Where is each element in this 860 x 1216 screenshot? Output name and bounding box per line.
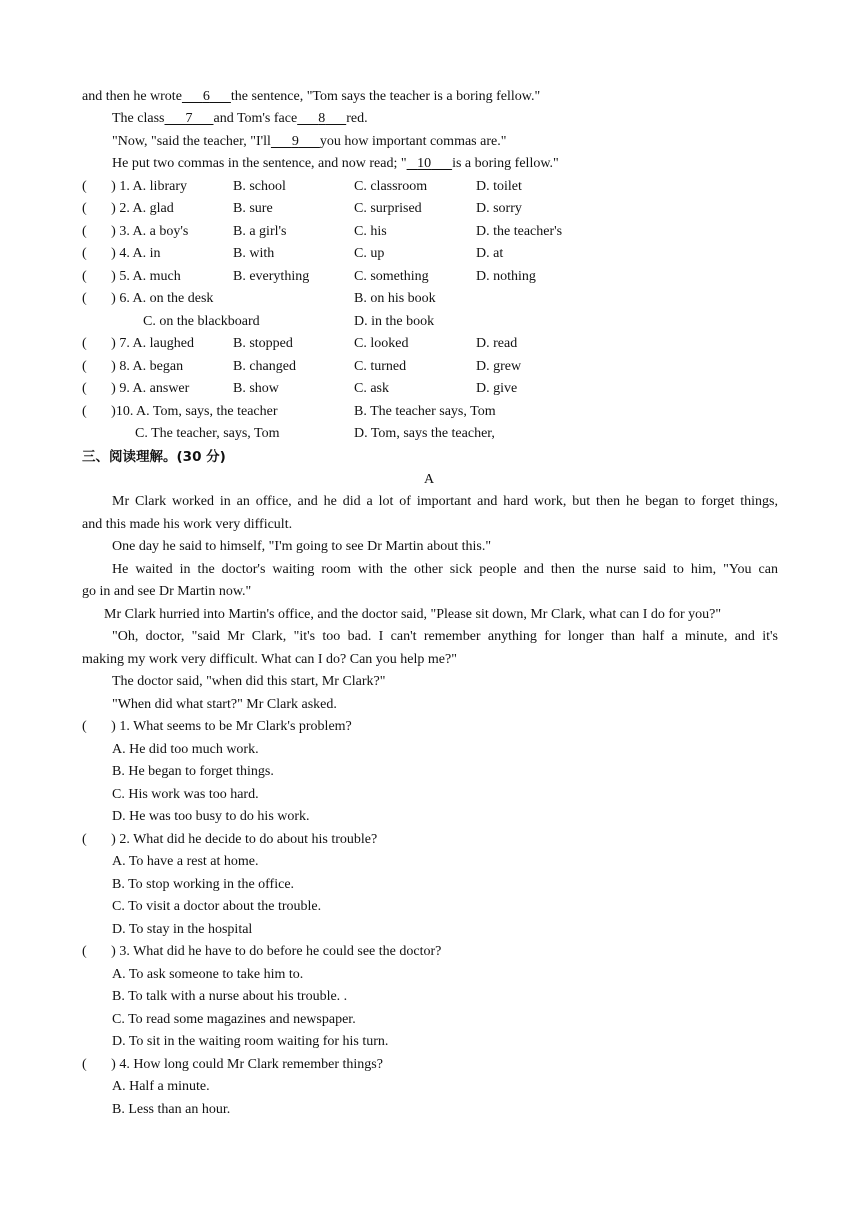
reading-question-1: ( ) 1. What seems to be Mr Clark's problem?	[82, 719, 352, 734]
question-number: ( )10. A. Tom, says, the teacher	[82, 404, 278, 419]
cloze-line-2	[112, 108, 368, 130]
cloze-line-4	[112, 153, 559, 175]
option-c: C. classroom	[354, 179, 428, 194]
answer-option: D. He was too busy to do his work.	[112, 809, 310, 824]
option-c: C. something	[354, 269, 429, 284]
option-b: B. stopped	[233, 336, 293, 351]
reading-question-3: ( ) 3. What did he have to do before he could see the doctor?	[82, 944, 442, 959]
option-d: D. read	[476, 336, 518, 351]
answer-option: A. To have a rest at home.	[112, 854, 259, 869]
passage-line: One day he said to himself, "I'm going to see Dr Martin about this."	[112, 539, 492, 554]
question-number: ( ) 8. A. began	[82, 359, 184, 374]
option-c: C. surprised	[354, 201, 422, 216]
passage-line: go in and see Dr Martin now."	[82, 584, 252, 599]
cloze-question-10	[82, 401, 782, 423]
option-c: C. ask	[354, 381, 389, 396]
option-b: B. show	[233, 381, 279, 396]
cloze-question-5	[82, 266, 782, 288]
passage-line: Mr Clark hurried into Martin's office, and the doctor said, "Please sit down, Mr Clark, what can I do for you?"	[104, 607, 722, 622]
question-number: ( ) 5. A. much	[82, 269, 181, 284]
cloze-text: red.	[346, 111, 368, 126]
option-c: C. looked	[354, 336, 409, 351]
passage-line: Mr Clark worked in an office, and he did a lot of important and hard work, but then he began to forget things,	[112, 494, 778, 509]
answer-option: B. To talk with a nurse about his trouble. .	[112, 989, 348, 1004]
question-number: ( ) 3. A. a boy's	[82, 224, 189, 239]
cloze-line-1	[82, 86, 540, 108]
cloze-question-6-cont	[82, 311, 782, 333]
option-b: B. sure	[233, 201, 273, 216]
option-c: C. turned	[354, 359, 407, 374]
option-b: B. school	[233, 179, 286, 194]
answer-option: B. Less than an hour.	[112, 1102, 231, 1117]
passage-line: making my work very difficult. What can I do? Can you help me?"	[82, 652, 457, 667]
reading-question-4: ( ) 4. How long could Mr Clark remember things?	[82, 1057, 383, 1072]
blank-7: 7	[185, 111, 193, 126]
passage-line: "Oh, doctor, "said Mr Clark, "it's too bad. I can't remember anything for longer than half a minute, and it's	[112, 629, 778, 644]
option-b: B. with	[233, 246, 275, 261]
answer-option: A. He did too much work.	[112, 742, 259, 757]
option-d: D. the teacher's	[476, 224, 563, 239]
cloze-text: The class	[112, 111, 165, 126]
question-number: ( ) 9. A. answer	[82, 381, 190, 396]
answer-option: A. Half a minute.	[112, 1079, 210, 1094]
answer-option: D. To sit in the waiting room waiting for his turn.	[112, 1034, 389, 1049]
option-b: B. a girl's	[233, 224, 287, 239]
question-number: ( ) 7. A. laughed	[82, 336, 194, 351]
cloze-question-2	[82, 198, 782, 220]
blank-6: 6	[202, 89, 210, 104]
passage-line: The doctor said, "when did this start, Mr Clark?"	[112, 674, 386, 689]
cloze-text: and Tom's face	[213, 111, 298, 126]
question-number: ( ) 4. A. in	[82, 246, 161, 261]
question-number: ( ) 1. A. library	[82, 179, 187, 194]
option-c: C. on the blackboard	[143, 314, 260, 329]
answer-option: B. He began to forget things.	[112, 764, 274, 779]
option-c: C. his	[354, 224, 387, 239]
cloze-question-6	[82, 288, 782, 310]
cloze-line-3	[112, 131, 506, 153]
answer-option: B. To stop working in the office.	[112, 877, 295, 892]
option-d: D. Tom, says the teacher,	[354, 426, 495, 441]
cloze-question-10-cont	[82, 423, 782, 445]
cloze-text: He put two commas in the sentence, and now read; "	[112, 156, 407, 171]
cloze-text: is a boring fellow."	[452, 156, 559, 171]
option-d: D. sorry	[476, 201, 522, 216]
cloze-question-1	[82, 176, 782, 198]
option-b: B. everything	[233, 269, 310, 284]
passage-line: "When did what start?" Mr Clark asked.	[112, 697, 337, 712]
blank-9: 9	[291, 134, 299, 149]
section-heading: 三、阅读理解。(30 分)	[82, 449, 226, 465]
answer-option: D. To stay in the hospital	[112, 922, 253, 937]
option-d: D. in the book	[354, 314, 435, 329]
answer-option: C. His work was too hard.	[112, 787, 259, 802]
cloze-text: the sentence, "Tom says the teacher is a boring fellow."	[230, 89, 541, 104]
option-b: B. changed	[233, 359, 296, 374]
passage-line: and this made his work very difficult.	[82, 517, 293, 532]
answer-option: A. To ask someone to take him to.	[112, 967, 304, 982]
option-d: D. nothing	[476, 269, 536, 284]
cloze-question-3	[82, 221, 782, 243]
option-c: C. up	[354, 246, 385, 261]
passage-line: He waited in the doctor's waiting room with the other sick people and then the nurse said to him, "You can	[112, 562, 778, 577]
option-d: D. grew	[476, 359, 522, 374]
blank-8: 8	[318, 111, 326, 126]
passage-label: A	[424, 472, 435, 487]
option-c: C. The teacher, says, Tom	[135, 426, 280, 441]
answer-option: C. To read some magazines and newspaper.	[112, 1012, 356, 1027]
cloze-question-8	[82, 356, 782, 378]
cloze-question-7	[82, 333, 782, 355]
cloze-question-4	[82, 243, 782, 265]
cloze-text: and then he wrote	[82, 89, 182, 104]
cloze-question-9	[82, 378, 782, 400]
question-number: ( ) 6. A. on the desk	[82, 291, 214, 306]
option-d: D. toilet	[476, 179, 522, 194]
answer-option: C. To visit a doctor about the trouble.	[112, 899, 322, 914]
option-b: B. on his book	[354, 291, 436, 306]
reading-question-2: ( ) 2. What did he decide to do about his trouble?	[82, 832, 378, 847]
blank-10: 10	[417, 156, 432, 171]
cloze-text: you how important commas are."	[319, 134, 507, 149]
cloze-text: "Now, "said the teacher, "I'll	[112, 134, 271, 149]
option-b: B. The teacher says, Tom	[354, 404, 496, 419]
question-number: ( ) 2. A. glad	[82, 201, 174, 216]
option-d: D. give	[476, 381, 518, 396]
option-d: D. at	[476, 246, 504, 261]
